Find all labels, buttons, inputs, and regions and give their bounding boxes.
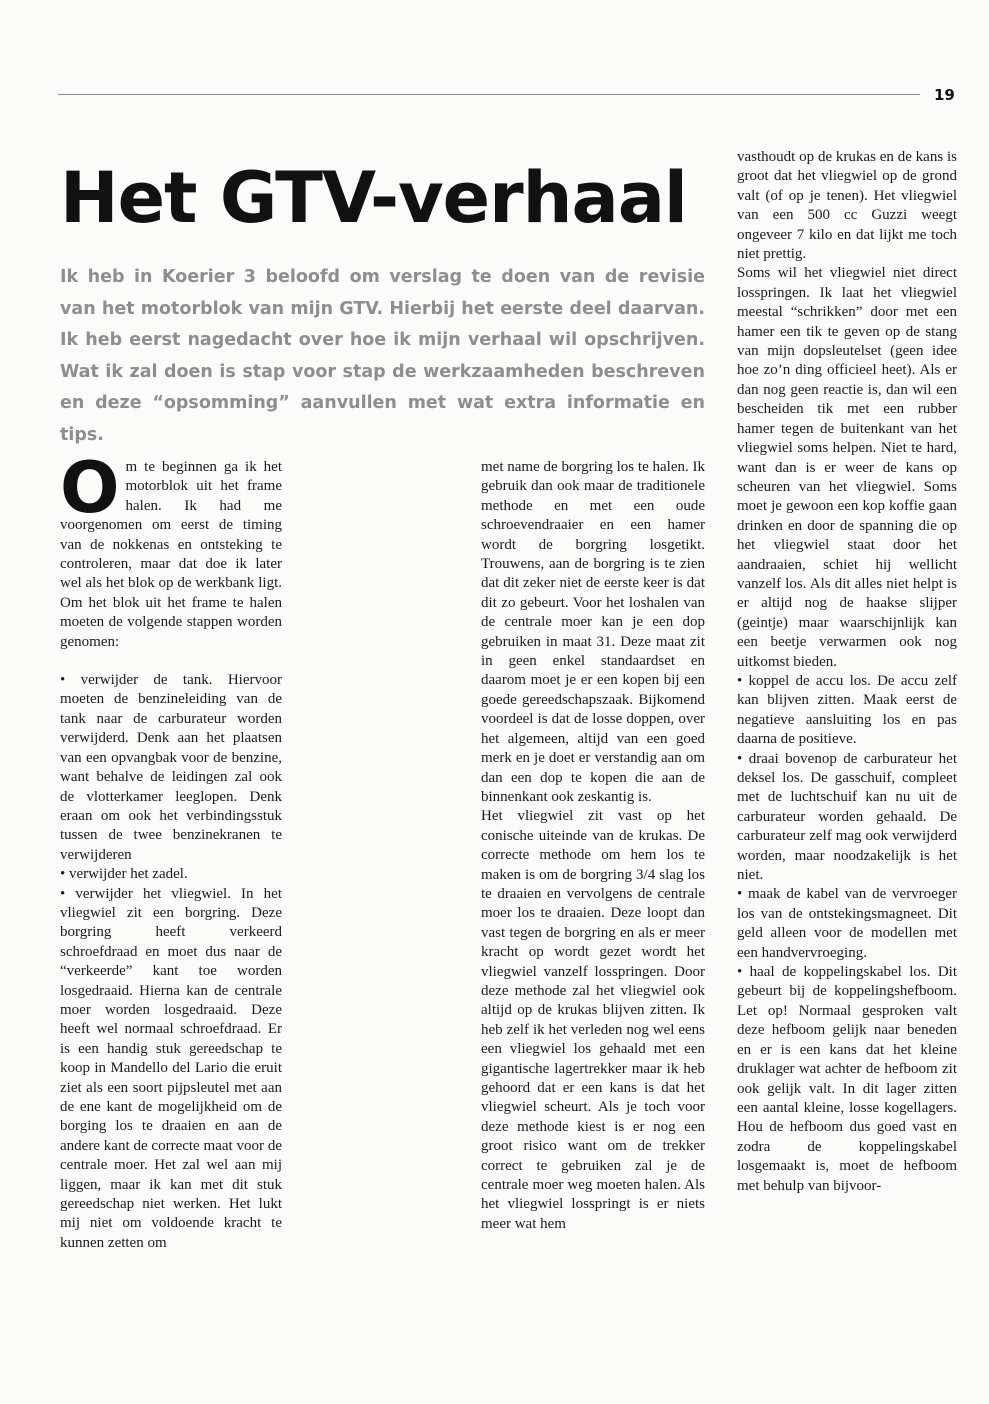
text-column-3 bbox=[737, 148, 957, 1196]
paragraph: vasthoudt op de krukas en de kans is groot dat het vliegwiel op de grond valt (of op je tenen). Het vliegwiel van een 500 cc Guzzi weegt ongeveer 7 kilo en dat lijkt me toch niet prettig. bbox=[737, 149, 957, 263]
article-intro: Ik heb in Koerier 3 beloofd om verslag te doen van de revisie van het motorblok van mijn GTV. Hierbij het eerste deel daarvan. Ik heb eerst nagedacht over hoe ik mijn verhaal wil opschrijven. Wat ik zal doen is stap voor stap de werkzaamheden beschreven en deze “opsomming” aanvullen met wat extra informatie en tips. bbox=[60, 267, 705, 445]
text-column-2 bbox=[481, 458, 705, 1234]
text-column-1 bbox=[60, 447, 282, 1253]
paragraph: met name de borgring los te halen. Ik gebruik dan ook maar de traditionele methode en met een oude schroevendraaier en een hamer wordt de borgring losgetikt. Trouwens, aan de borgring is te zien dat dit zeker niet de eerste keer is dat dit zo gebeurt. Voor het loshalen van de centrale moer kan je een dop gebruiken in maat 31. Deze maat zit in geen enkel standaardset en daarom moet je er een kopen bij een goede gereedschapszaak. Bijkomend voordeel is dat de losse doppen, over het algemeen, altijd van een goed merk en je doet er verstandig aan om dan een dop te kopen die aan de binnenkant ook zeskantig is. bbox=[481, 459, 705, 805]
list-item: • haal de koppelingskabel los. Dit gebeurt bij de koppelingshefboom. Let op! Normaal gesproken valt deze hefboom gelijk naar beneden en er is een kans dat het kleine druklager wat achter de hefboom zit ook gelijk valt. In dit lager zitten een aantal kleine, losse kogellagers. Hou de hefboom dus goed vast en zodra de koppelingskabel losgemaakt is, moet de hefboom met behulp van bijvoor- bbox=[737, 964, 957, 1194]
list-item: • verwijder het vliegwiel. In het vliegwiel zit een borgring. Deze borgring heeft verkeerd schroefdraad en moet dus naar de “verkeerde” kant toe worden losgedraaid. Hierna kan de centrale moer worden losgedraaid. Deze heeft wel normaal schroefdraad. Er is een handig stuk gereedschap te koop in Mandello del Lario die eruit ziet als een soort pijpsleutel met aan de ene kant de mogelijkheid om de borging los te draaien en aan de andere kant de correcte maat voor de centrale moer. Het zal wel aan mij liggen, maar ik kan met dit stuk gereedschap niet werken. Het lukt mij niet om voldoende kracht te kunnen zetten om bbox=[60, 885, 282, 1251]
list-item: • maak de kabel van de vervroeger los van de ontstekingsmagneet. Dit geld alleen voor de modellen met een handvervroeging. bbox=[737, 886, 957, 961]
drop-cap: O bbox=[60, 447, 120, 529]
paragraph: m te beginnen ga ik het motorblok uit het frame halen. Ik had me voorgenomen om eerst de timing van de nokkenas en ontsteking te controleren, maar dat doe ik later wel als het blok op de werkbank ligt. Om het blok uit het frame te halen moeten de volgende stappen worden genomen: bbox=[60, 459, 282, 650]
paragraph: Het vliegwiel zit vast op het conische uiteinde van de krukas. De correcte methode om hem los te maken is om de borgring 3/4 slag los te draaien en vervolgens de centrale moer los te draaien. Deze loopt dan vast tegen de borgring en als er meer kracht op wordt gezet wordt het vliegwiel vanzelf losspringen. Door deze methode zal het vliegwiel ook altijd op de krukas blijven zitten. Ik heb zelf ik het verleden nog wel eens een vliegwiel los gehaald met een gigantische lagertrekker maar ik heb gehoord dat er een kans is dat het vliegwiel scheurt. Als je toch voor deze methode kiest is er nog een groot risico want om de trekker correct te gebruiken zal je de centrale moer weg moeten halen. Als het vliegwiel losspringt is er niets meer wat hem bbox=[481, 808, 705, 1232]
list-item: • koppel de accu los. De accu zelf kan blijven zitten. Maak eerst de negatieve aansluiting los en pas daarna de positieve. bbox=[737, 672, 957, 748]
page-number: 19 bbox=[934, 86, 955, 104]
article-title: Het GTV-verhaal bbox=[60, 157, 687, 239]
paragraph: Soms wil het vliegwiel niet direct losspringen. Ik laat het vliegwiel meestal “schrikken” door met een hamer een tik te geven op de stang van mijn dopsleutelset (geen idee hoe zo’n ding officieel heet). Als er dan nog geen reactie is, dan wil een bescheiden tik met een rubber hamer tegen de buitenkant van het vliegwiel soms helpen. Niet te hard, want dan is er weer de kans op scheuren van het vliegwiel. Soms moet je gewoon een kop koffie gaan drinken en door de spanning die op het vliegwiel staat door het aandraaien, schiet hij wellicht vanzelf los. Als dit alles niet helpt is er altijd nog de haakse slijper (geintje) maar waarschijnlijk kan een beetje verwarmen ook nog uitkomst bieden. bbox=[737, 265, 957, 670]
header-rule bbox=[58, 94, 920, 95]
list-item: • draai bovenop de carburateur het deksel los. De gasschuif, compleet met de luchtschuif kan nu uit de carburateur worden gehaald. De carburateur zelf mag ook verwijderd worden, maar noodzakelijk is het niet. bbox=[737, 750, 957, 884]
list-item: • verwijder de tank. Hiervoor moeten de benzineleiding van de tank naar de carburateur worden verwijderd. Denk aan het plaatsen van een opvangbak voor de benzine, want behalve de leidingen zal ook de vlotterkamer leeglopen. Denk eraan om ook het verbindingsstuk tussen de twee benzinekranen te verwijderen bbox=[60, 672, 282, 863]
list-item: • verwijder het zadel. bbox=[60, 866, 188, 883]
